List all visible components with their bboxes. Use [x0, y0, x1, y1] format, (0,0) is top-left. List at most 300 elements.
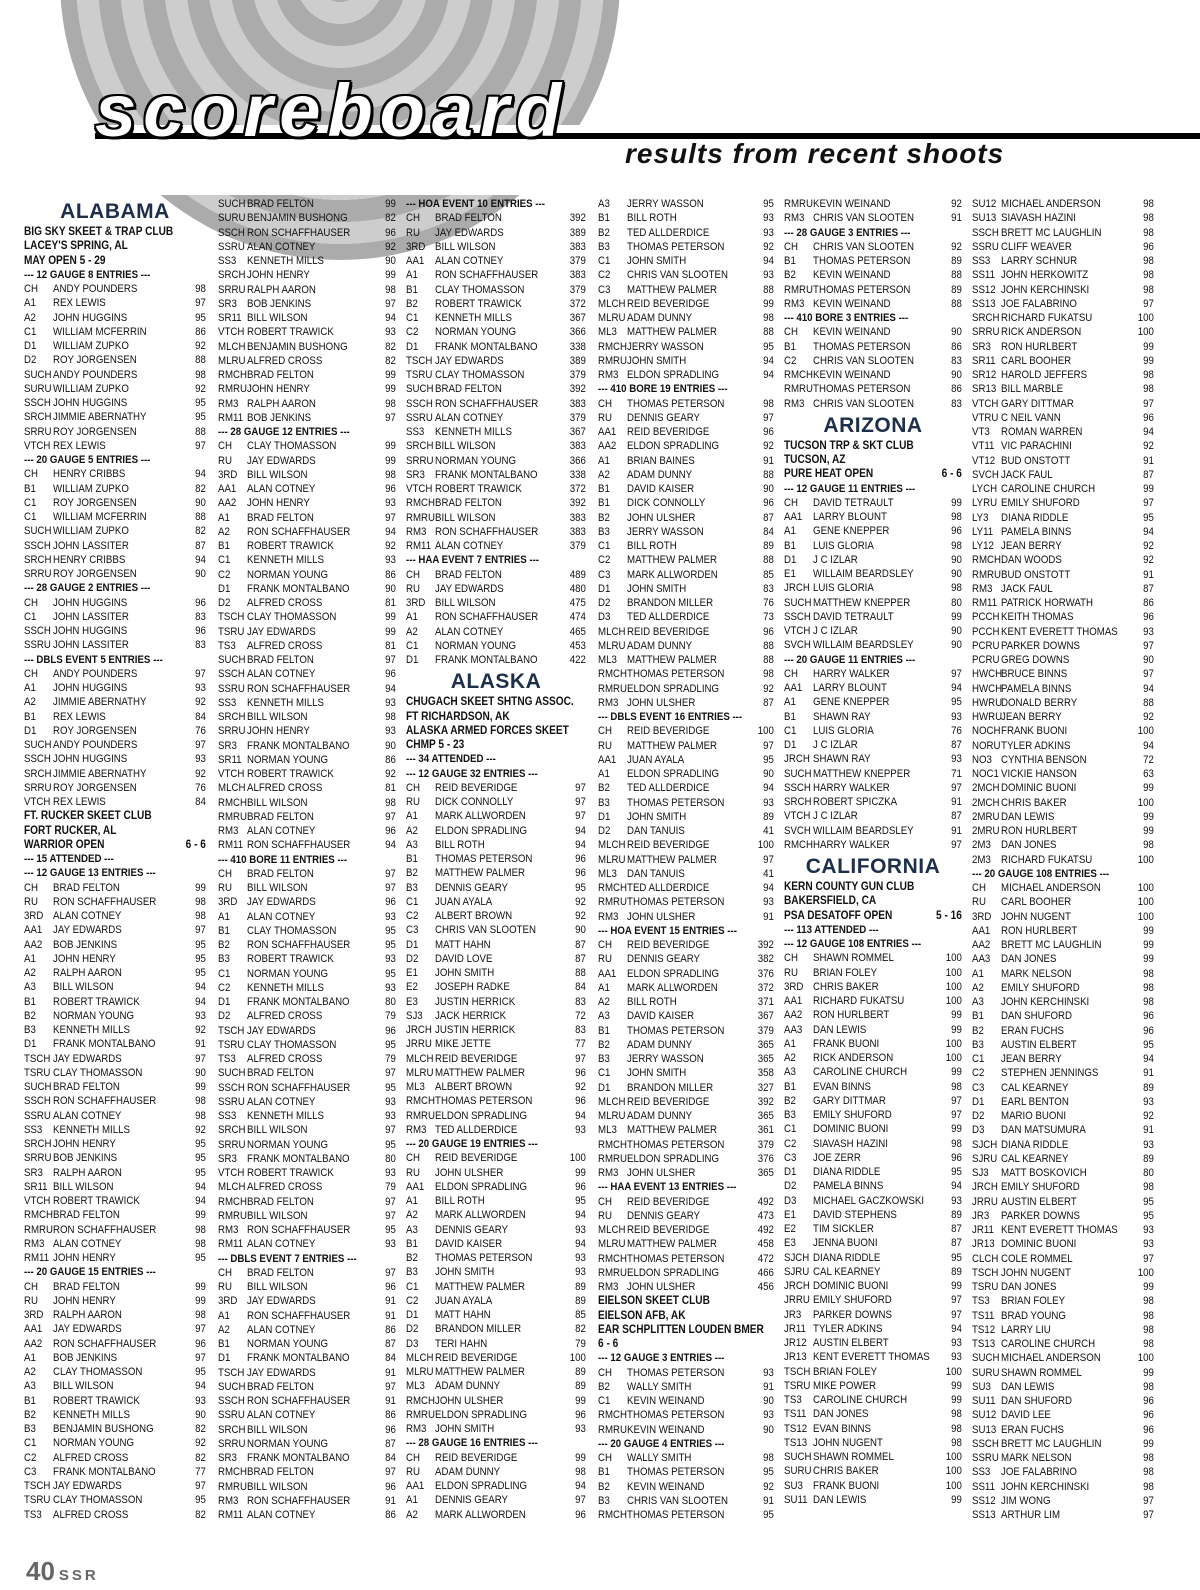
result-row: [218, 810, 396, 824]
result-row: [598, 938, 774, 952]
shooter-name: BRAD FELTON: [53, 1081, 120, 1093]
shooter-name: THOMAS PETERSON: [627, 1509, 725, 1521]
shooter-name: KEVIN WEINAND: [627, 1395, 705, 1407]
shooter-name: MARK ALLWORDEN: [435, 810, 526, 823]
shooter-name: GARY DITTMAR: [1001, 397, 1074, 410]
class-code: SURU: [972, 1366, 1000, 1379]
shooter-name: RICK ANDERSON: [813, 1052, 894, 1064]
class-code: C1: [406, 312, 419, 324]
class-code: C1: [24, 325, 37, 338]
shooter-name: JAY EDWARDS: [435, 582, 504, 595]
class-code: SUCH: [972, 1352, 1000, 1365]
state-heading: ALABAMA: [60, 200, 170, 223]
shooter-name: NORMAN YOUNG: [247, 1138, 329, 1151]
class-code: SUCH: [218, 1380, 246, 1393]
result-row: [24, 467, 206, 481]
class-code: C3: [406, 924, 419, 937]
shooter-name: JOHN HENRY: [53, 952, 116, 965]
shooter-name: EVAN BINNS: [813, 1080, 871, 1093]
result-row: [598, 824, 774, 838]
shooter-name: ROY JORGENSEN: [53, 425, 137, 438]
score: 90: [195, 568, 206, 580]
shooter-name: HARRY WALKER: [813, 838, 890, 851]
result-row: [218, 454, 396, 468]
result-row: [598, 482, 774, 496]
results-column-2: [218, 197, 396, 1522]
event-separator: --- 20 GAUGE 15 ENTRIES ---: [24, 1266, 156, 1279]
shooter-name: ALAN COTNEY: [435, 255, 504, 267]
shooter-name: ALAN COTNEY: [435, 540, 504, 552]
score: 98: [951, 1080, 962, 1093]
shooter-name: DENNIS GEARY: [627, 1209, 701, 1222]
shooter-name: ROY JORGENSEN: [53, 568, 137, 580]
shooter-name: BRAD FELTON: [435, 568, 502, 581]
score: 98: [1143, 269, 1154, 282]
class-code: A1: [406, 1494, 418, 1507]
score: 93: [195, 1394, 206, 1407]
score: 99: [763, 297, 774, 310]
result-row: [24, 496, 206, 510]
score: 91: [763, 1494, 774, 1507]
score: 93: [385, 1167, 396, 1179]
shooter-name: REID BEVERIDGE: [435, 1152, 518, 1165]
class-code: TS3: [24, 1508, 42, 1521]
result-row: [218, 311, 396, 325]
class-code: B1: [218, 924, 230, 937]
shooter-name: JOHN SMITH: [627, 255, 687, 267]
result-row: [24, 795, 206, 809]
shooter-name: JIMMIE ABERNATHY: [53, 696, 147, 709]
class-code: RM11: [24, 1252, 50, 1264]
shooter-name: ADAM DUNNY: [435, 1465, 501, 1478]
result-row: [406, 795, 586, 809]
class-code: B3: [218, 953, 230, 966]
result-row: [406, 582, 586, 596]
result-row: [406, 1465, 586, 1479]
score: 96: [195, 596, 206, 609]
score: 98: [1143, 1452, 1154, 1464]
class-code: B2: [24, 1009, 36, 1022]
score: 87: [951, 1223, 962, 1235]
event-separator: --- 410 BORE 3 ENTRIES ---: [784, 312, 909, 324]
class-code: A1: [598, 768, 610, 780]
class-code: C1: [598, 255, 611, 267]
club-heading: CHUGACH SKEET SHTNG ASSOC.: [406, 696, 574, 709]
shooter-name: DICK CONNOLLY: [435, 796, 514, 808]
event-separator: --- 28 GAUGE 2 ENTRIES ---: [24, 582, 151, 595]
class-code: A1: [406, 1195, 418, 1207]
result-row: [598, 967, 774, 981]
score: 97: [195, 924, 206, 937]
class-code: E2: [784, 1223, 796, 1235]
shooter-name: FRANK MONTALBANO: [247, 996, 350, 1008]
score: 98: [385, 283, 396, 296]
shooter-name: KENNETH MILLS: [247, 1110, 324, 1122]
shooter-name: ALAN COTNEY: [247, 1238, 316, 1251]
shooter-name: JACK FAUL: [1001, 582, 1053, 595]
class-code: SU12: [972, 198, 997, 210]
result-row: [972, 952, 1154, 966]
result-row: [972, 1394, 1154, 1408]
shooter-name: JUAN AYALA: [627, 753, 685, 766]
score: 99: [1143, 810, 1154, 823]
result-row: [784, 1037, 962, 1051]
shooter-name: JUAN AYALA: [435, 1294, 493, 1307]
result-row: [24, 1451, 206, 1465]
result-row: [218, 753, 396, 767]
result-row: [218, 710, 396, 724]
shooter-name: BILL WILSON: [53, 1380, 114, 1393]
result-row: [24, 1094, 206, 1108]
result-row: [218, 1123, 396, 1137]
class-code: A2: [218, 525, 230, 538]
score: 97: [385, 297, 396, 310]
score: 94: [195, 1195, 206, 1207]
score: 86: [951, 340, 962, 353]
shooter-name: ALBERT BROWN: [435, 1081, 513, 1093]
score: 338: [569, 340, 586, 353]
class-code: D1: [972, 1095, 985, 1108]
shooter-name: DAVID KAISER: [435, 1237, 503, 1250]
class-code: MLCH: [406, 1351, 434, 1364]
class-code: SRRU: [24, 781, 52, 794]
result-row: [598, 340, 774, 354]
class-code: 3RD: [784, 980, 804, 993]
shooter-name: KENNETH MILLS: [53, 1024, 130, 1036]
shooter-name: CHRIS VAN SLOOTEN: [627, 269, 728, 282]
class-code: SSCH: [218, 1081, 245, 1094]
score: 94: [1143, 525, 1154, 538]
score: 94: [195, 981, 206, 994]
class-code: RMRU: [406, 1109, 436, 1122]
shooter-name: ALFRED CROSS: [247, 597, 323, 609]
class-code: 3RD: [406, 240, 426, 253]
shooter-name: BILL ROTH: [627, 996, 677, 1008]
event-separator: --- DBLS EVENT 7 ENTRIES ---: [218, 1252, 357, 1265]
shooter-name: MATTHEW PALMER: [435, 1066, 526, 1079]
class-code: A1: [24, 682, 36, 694]
class-code: RM3: [406, 525, 427, 538]
result-row: [406, 382, 586, 396]
shooter-name: CLAY THOMASSON: [53, 1494, 143, 1507]
result-row: [218, 1451, 396, 1465]
class-code: A1: [218, 910, 230, 923]
class-code: RU: [972, 896, 986, 909]
score: 99: [195, 881, 206, 894]
shooter-name: ROBERT TRAWICK: [53, 995, 140, 1008]
score: 94: [575, 838, 586, 851]
class-code: TS12: [972, 1323, 996, 1336]
score: 93: [385, 910, 396, 923]
class-code: RMCH: [218, 1466, 248, 1479]
result-row: [406, 610, 586, 624]
result-row: [784, 638, 962, 652]
score: 98: [951, 1422, 962, 1435]
shooter-name: RALPH AARON: [247, 397, 316, 410]
shooter-name: ADAM DUNNY: [627, 639, 693, 652]
class-code: RMRU: [406, 511, 436, 524]
score: 100: [945, 1052, 962, 1064]
result-row: [218, 781, 396, 795]
score: 97: [385, 1466, 396, 1479]
score: 93: [951, 1337, 962, 1349]
result-row: [598, 254, 774, 268]
score: 90: [195, 496, 206, 509]
score: 365: [757, 1167, 774, 1179]
result-row: [406, 1109, 586, 1123]
result-row: [406, 568, 586, 582]
class-code: VTCH: [218, 326, 245, 339]
result-row: [784, 1080, 962, 1094]
score: 94: [385, 682, 396, 695]
class-code: RM3: [598, 369, 619, 381]
score: 92: [1143, 711, 1154, 723]
shooter-name: BENJAMIN BUSHONG: [247, 212, 348, 225]
score: 93: [1143, 625, 1154, 638]
class-code: AA1: [784, 682, 803, 694]
shooter-name: ELDON SPRADLING: [627, 1266, 720, 1279]
score: 91: [951, 796, 962, 808]
shooter-name: KENNETH MILLS: [247, 554, 324, 567]
event-separator: --- HOA EVENT 10 ENTRIES ---: [406, 198, 545, 210]
shooter-name: BRAD FELTON: [247, 1266, 314, 1279]
club-heading: EIELSON SKEET CLUB: [598, 1295, 710, 1308]
shooter-name: BILL WILSON: [247, 796, 308, 809]
result-row: [218, 967, 396, 981]
score: 100: [1137, 853, 1154, 866]
result-row: [218, 340, 396, 354]
score: 99: [385, 625, 396, 638]
class-code: TSCH: [218, 1024, 245, 1037]
result-row: [784, 1165, 962, 1179]
result-row: [598, 425, 774, 439]
shooter-name: AUSTIN ELBERT: [1001, 1195, 1077, 1208]
class-code: A3: [598, 198, 610, 210]
class-code: B1: [784, 539, 796, 552]
shooter-name: JUSTIN HERRICK: [435, 995, 516, 1008]
shooter-name: BRAD FELTON: [435, 383, 502, 396]
shooter-name: CLAY THOMASSON: [247, 924, 337, 937]
score: 97: [951, 1308, 962, 1321]
score: 100: [945, 952, 962, 965]
result-row: [784, 382, 962, 396]
score: 94: [195, 468, 206, 481]
result-row: [972, 553, 1154, 567]
shooter-name: ALFRED CROSS: [247, 639, 323, 652]
class-code: SRRU: [24, 568, 52, 580]
class-code: B1: [598, 212, 610, 225]
score: 473: [757, 1209, 774, 1222]
score: 96: [1143, 411, 1154, 424]
class-code: SJ3: [406, 1009, 423, 1022]
result-row: [784, 197, 962, 211]
score: 98: [951, 582, 962, 595]
result-row: [406, 354, 586, 368]
score: 92: [1143, 540, 1154, 552]
score: 97: [385, 1266, 396, 1279]
score: 92: [1143, 554, 1154, 567]
score: 96: [1143, 1024, 1154, 1037]
score: 474: [569, 611, 586, 624]
class-code: SS11: [972, 1480, 995, 1493]
score: 90: [575, 924, 586, 937]
class-code: RM3: [598, 1167, 619, 1179]
result-row: [598, 268, 774, 282]
score: 379: [757, 1138, 774, 1151]
class-code: C1: [218, 554, 231, 567]
score: 77: [575, 1038, 586, 1051]
class-code: RU: [598, 739, 612, 752]
result-row: [24, 1365, 206, 1379]
score: 98: [195, 283, 206, 295]
score: 96: [385, 668, 396, 681]
score: 475: [569, 597, 586, 609]
score: 88: [575, 967, 586, 979]
score: 89: [951, 1265, 962, 1278]
class-code: B3: [598, 1053, 610, 1065]
result-row: [218, 838, 396, 852]
result-row: [972, 1024, 1154, 1038]
shooter-name: TED ALLDERDICE: [627, 882, 710, 894]
class-code: SURU: [218, 212, 246, 225]
class-code: CH: [598, 397, 612, 410]
result-row: [406, 254, 586, 268]
score: 96: [763, 426, 774, 438]
result-row: [24, 539, 206, 553]
shooter-name: JACK FAUL: [1001, 468, 1053, 481]
score: 83: [575, 995, 586, 1008]
result-row: [784, 1308, 962, 1322]
shooter-name: DAN LEWIS: [813, 1023, 867, 1036]
result-row: [784, 1350, 962, 1364]
shooter-name: PATRICK HORWATH: [1001, 597, 1093, 609]
class-code: RM3: [218, 1494, 239, 1507]
class-code: RMRU: [598, 1423, 628, 1436]
class-code: CH: [24, 283, 38, 295]
class-code: VTCH: [218, 768, 245, 780]
class-code: SSCH: [406, 397, 433, 410]
score: 100: [945, 1365, 962, 1378]
class-code: RMCH: [218, 796, 248, 809]
shooter-name: TYLER ADKINS: [813, 1322, 883, 1335]
class-code: JR11: [784, 1322, 806, 1335]
result-row: [406, 439, 586, 453]
result-row: [784, 1051, 962, 1065]
result-row: [218, 1081, 396, 1095]
class-code: D1: [24, 724, 37, 737]
result-row: [972, 525, 1154, 539]
class-code: RMRU: [24, 1223, 54, 1236]
score: 91: [195, 1038, 206, 1051]
score: 98: [1143, 1181, 1154, 1194]
shooter-name: AUSTIN ELBERT: [1001, 1038, 1077, 1051]
class-code: B2: [598, 782, 610, 795]
shooter-name: ALAN COTNEY: [247, 1509, 316, 1521]
class-code: SSRU: [972, 240, 999, 253]
class-code: TSRU: [406, 369, 433, 381]
shooter-name: JEAN BERRY: [1001, 1053, 1062, 1065]
shooter-name: BRAD YOUNG: [1001, 1309, 1066, 1322]
shooter-name: REID BEVERIDGE: [435, 781, 518, 794]
shooter-name: MATTHEW PALMER: [435, 867, 526, 880]
score: 82: [385, 340, 396, 353]
shooter-name: C NEIL VANN: [1001, 411, 1061, 424]
result-row: [598, 1252, 774, 1266]
score: 95: [195, 311, 206, 324]
class-code: A3: [784, 1066, 796, 1079]
shooter-name: ROBERT TRAWICK: [435, 297, 522, 310]
class-code: AA2: [24, 1337, 43, 1350]
result-row: [24, 667, 206, 681]
score: 97: [195, 1052, 206, 1065]
shooter-name: BRANDON MILLER: [627, 1081, 714, 1094]
result-row: [972, 639, 1154, 653]
result-row: [784, 539, 962, 553]
class-code: SJRU: [784, 1265, 810, 1278]
result-row: [24, 382, 206, 396]
result-row: [598, 354, 774, 368]
class-code: A1: [406, 810, 418, 823]
class-code: SRCH: [218, 269, 246, 282]
class-code: E1: [406, 967, 418, 979]
class-code: RMCH: [598, 1252, 628, 1265]
class-code: SRRU: [218, 1138, 246, 1151]
score: 80: [385, 1152, 396, 1165]
class-code: 3RD: [218, 468, 238, 481]
shooter-name: DOMINIC BUONI: [813, 1280, 889, 1292]
class-code: SS3: [218, 1110, 237, 1122]
class-code: TSRU: [784, 1379, 811, 1392]
result-row: [406, 1493, 586, 1507]
result-row: [24, 1493, 206, 1507]
class-code: RM3: [784, 212, 805, 225]
score: 90: [763, 483, 774, 495]
result-row: [972, 425, 1154, 439]
club-heading: EAR SCHPLITTEN LOUDEN BMER: [598, 1323, 764, 1336]
shooter-name: THOMAS PETERSON: [627, 796, 725, 809]
class-code: CH: [598, 1366, 612, 1379]
shooter-name: BILL WILSON: [435, 240, 496, 253]
shooter-name: JOHN HENRY: [53, 1294, 116, 1307]
shooter-name: MATTHEW PALMER: [435, 1280, 526, 1293]
shooter-name: FRANK MONTALBANO: [53, 1038, 156, 1051]
shooter-name: LARRY LIU: [1001, 1323, 1051, 1336]
shooter-name: JERRY WASSON: [627, 340, 704, 353]
class-code: B1: [598, 1466, 610, 1479]
result-row: [406, 1337, 586, 1351]
result-row: [972, 924, 1154, 938]
class-code: CH: [598, 1452, 612, 1464]
score: 372: [569, 297, 586, 310]
shooter-name: REID BEVERIDGE: [627, 426, 710, 438]
score: 366: [569, 454, 586, 467]
shooter-name: CAROLINE CHURCH: [813, 1066, 908, 1079]
shooter-name: THOMAS PETERSON: [627, 896, 725, 909]
event-separator: --- 12 GAUGE 3 ENTRIES ---: [598, 1352, 725, 1365]
shooter-name: LARRY BLOUNT: [813, 511, 887, 523]
class-code: C2: [598, 269, 611, 282]
result-row: [972, 625, 1154, 639]
result-row: [784, 1293, 962, 1307]
class-code: JRCH: [784, 582, 810, 595]
result-row: [598, 454, 774, 468]
shooter-name: J C IZLAR: [813, 739, 858, 751]
class-code: AA1: [406, 1480, 425, 1492]
class-code: SRCH: [218, 1423, 246, 1436]
result-row: [972, 325, 1154, 339]
class-code: RMRU: [218, 810, 248, 823]
shooter-name: EMILY SHUFORD: [813, 1294, 892, 1307]
